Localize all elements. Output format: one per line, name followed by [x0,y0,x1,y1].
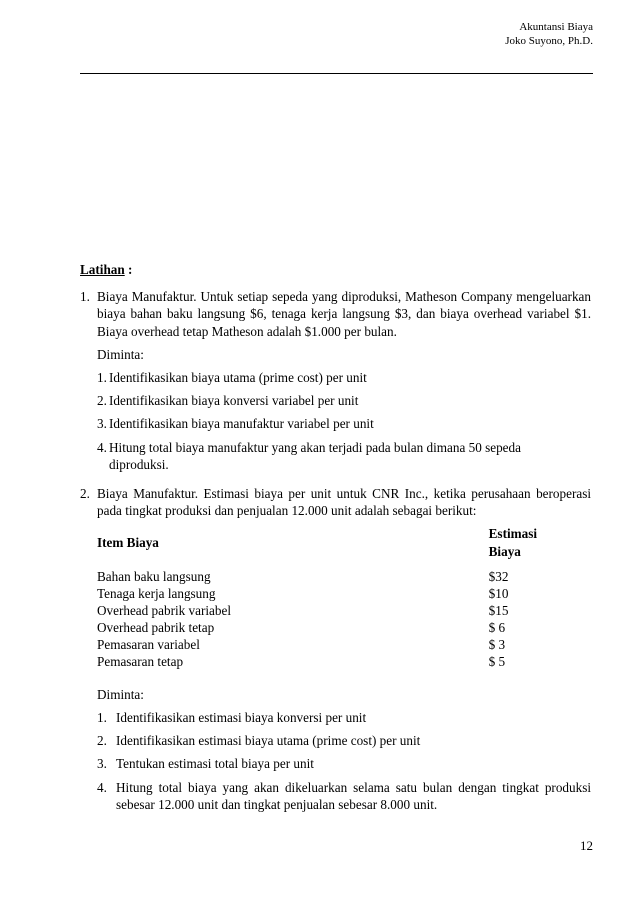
table-row [97,602,537,619]
problem-1 [80,288,591,473]
section-title-text: Latihan [80,262,125,277]
table-row [97,568,537,585]
list-item [97,415,591,432]
cost-item: Pemasaran tetap [97,653,184,669]
task-number: 1. [97,710,107,726]
problem-2-number: 2. [80,486,90,502]
page-header [505,20,593,48]
task-number: 1. [97,370,107,386]
task-number: 4. [97,779,107,795]
task-text: Identifikasikan estimasi biaya utama (prime cost) per unit [116,733,421,749]
task-number: 2. [97,733,107,749]
task-text: Identifikasikan estimasi biaya konversi per unit [116,710,367,726]
problem-2-diminta: Diminta: [97,686,144,702]
header-author: Joko Suyono, Ph.D. [505,35,593,47]
cost-value: $32 [488,568,509,584]
section-title-colon: : [124,262,133,277]
task-text: Identifikasikan biaya utama (prime cost) per unit [109,370,367,386]
list-item [97,755,591,772]
cost-value: $ 6 [488,619,506,635]
cost-item: Bahan baku langsung [97,568,211,584]
cost-item: Overhead pabrik variabel [97,602,232,618]
column-header-estimate: Estimasi Biaya [488,526,537,559]
table-row [97,619,537,636]
table-row [97,653,537,670]
page-number: 12 [580,838,593,853]
table-header-row [97,525,537,567]
document-body [80,261,591,813]
section-title [80,261,591,278]
problem-1-number: 1. [80,289,90,305]
cost-item: Pemasaran variabel [97,636,200,652]
column-header-item: Item Biaya [97,535,159,551]
task-text: Hitung total biaya manufaktur yang akan terjadi pada bulan dimana 50 sepeda [109,439,521,455]
cost-value: $ 3 [488,636,506,652]
task-text: Hitung total biaya yang akan dikeluarkan selama satu bulan dengan tingkat produksi sebesar 12.000 unit dan tingkat penjualan sebesar 8.000 unit. [116,779,591,812]
task-text: Identifikasikan biaya manufaktur variabel per unit [109,416,374,432]
cost-estimate-table [97,525,537,669]
header-title: Akuntansi Biaya [519,21,593,33]
cost-value: $ 5 [488,653,506,669]
task-number: 2. [97,393,107,409]
list-item [97,709,591,726]
task-text-continued: diproduksi. [109,456,169,472]
table-row [97,636,537,653]
task-text: Identifikasikan biaya konversi variabel per unit [109,393,359,409]
header-rule [80,73,593,74]
cost-item: Overhead pabrik tetap [97,619,215,635]
cost-item: Tenaga kerja langsung [97,585,216,601]
problem-2-tasks [97,709,591,813]
table-row [97,585,537,602]
cost-value: $10 [488,585,509,601]
task-text: Tentukan estimasi total biaya per unit [116,756,314,772]
problem-2 [80,485,591,813]
list-item [97,392,591,409]
cost-value: $15 [488,602,509,618]
list-item [97,369,591,386]
task-number: 3. [97,416,107,432]
problem-1-diminta: Diminta: [97,346,144,362]
task-number: 4. [97,439,107,455]
task-number: 3. [97,756,107,772]
list-item [97,439,591,473]
list-item [97,779,591,813]
list-item [97,732,591,749]
problem-2-text: Biaya Manufaktur. Estimasi biaya per unit untuk CNR Inc., ketika perusahaan beroperasi pada tingkat produksi dan penjualan 12.000 unit adalah sebagai berikut: [97,486,591,519]
problem-1-tasks [97,369,591,473]
problem-1-text: Biaya Manufaktur. Untuk setiap sepeda yang diproduksi, Matheson Company mengeluarkan biaya bahan baku langsung $6, tenaga kerja langsung $3, dan biaya overhead variabel $1. Biaya overhead tetap Matheson adalah $1.000 per bulan. [97,289,591,339]
